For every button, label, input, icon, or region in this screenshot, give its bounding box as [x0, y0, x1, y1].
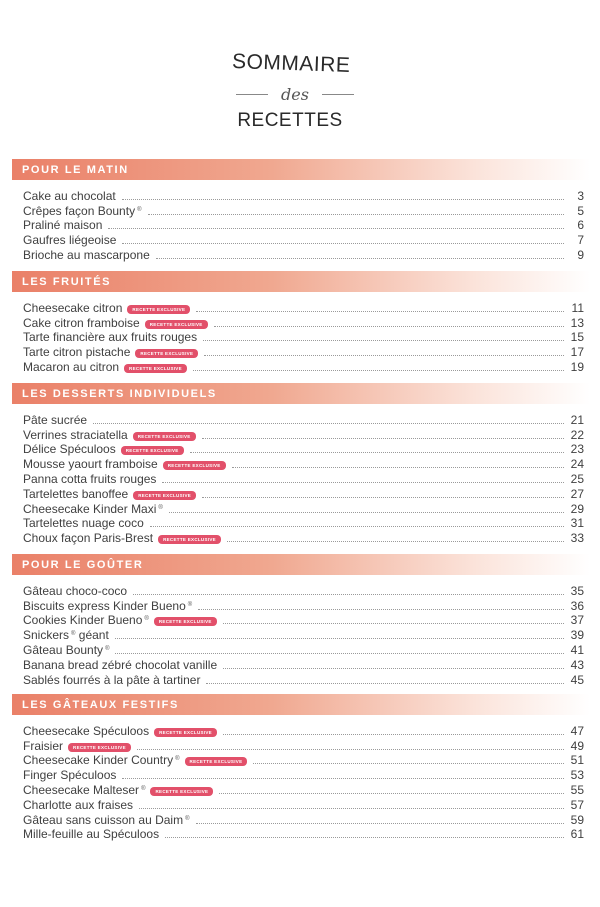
exclusive-recipe-badge: RECETTE EXCLUSIVE: [185, 757, 248, 766]
exclusive-recipe-badge: RECETTE EXCLUSIVE: [154, 617, 217, 626]
exclusive-recipe-badge: RECETTE EXCLUSIVE: [121, 446, 184, 455]
divider-left: [236, 94, 268, 95]
recipe-entry[interactable]: [23, 471, 584, 486]
recipe-entry[interactable]: [23, 188, 584, 203]
page-number: 43: [570, 657, 584, 672]
page-number: 57: [570, 797, 584, 812]
dot-leader: [223, 668, 564, 669]
page-number: 37: [570, 613, 584, 628]
recipe-name: Snickers ® géant: [23, 628, 109, 643]
recipe-name: Délice Spéculoos RECETTE EXCLUSIVE: [23, 442, 184, 456]
dot-leader: [162, 482, 564, 483]
recipe-entry[interactable]: [23, 315, 584, 330]
dot-leader: [156, 258, 564, 259]
exclusive-recipe-badge: RECETTE EXCLUSIVE: [145, 320, 208, 329]
dot-leader: [202, 497, 564, 498]
recipe-entry[interactable]: [23, 344, 584, 359]
page-number: 39: [570, 628, 584, 643]
dot-leader: [122, 199, 564, 200]
page-header: [0, 49, 600, 132]
recipe-entry[interactable]: [23, 767, 584, 782]
recipe-entry[interactable]: [23, 203, 584, 218]
registered-mark: ®: [144, 616, 149, 623]
recipe-name: Gaufres liégeoise: [23, 233, 117, 248]
recipe-name: Gâteau Bounty ®: [23, 642, 110, 657]
exclusive-recipe-badge: RECETTE EXCLUSIVE: [154, 728, 217, 737]
recipe-name: Cake citron framboise RECETTE EXCLUSIVE: [23, 316, 208, 330]
recipe-name: Banana bread zébré chocolat vanille: [23, 657, 218, 672]
dot-leader: [223, 623, 564, 624]
recipe-name: Cheesecake Kinder Maxi ®: [23, 501, 163, 516]
dot-leader: [202, 438, 564, 439]
dot-leader: [93, 423, 564, 424]
exclusive-recipe-badge: RECETTE EXCLUSIVE: [135, 349, 198, 358]
exclusive-recipe-badge: RECETTE EXCLUSIVE: [133, 491, 196, 500]
dot-leader: [219, 793, 564, 794]
dot-leader: [196, 823, 564, 824]
recipe-entry[interactable]: [23, 442, 584, 457]
page-number: 23: [570, 442, 584, 457]
section-header: [12, 554, 590, 575]
page-number: 9: [577, 247, 584, 262]
recipe-entry[interactable]: [23, 827, 584, 842]
recipe-entry[interactable]: [23, 782, 584, 797]
recipe-entry[interactable]: [23, 797, 584, 812]
recipe-name: Cheesecake Kinder Country ® RECETTE EXCLUSIVE: [23, 752, 247, 767]
recipe-entry[interactable]: [23, 657, 584, 672]
recipe-entry[interactable]: [23, 359, 584, 374]
toc-section: [0, 554, 600, 687]
recipe-name: Cheesecake citron RECETTE EXCLUSIVE: [23, 301, 190, 315]
recipe-entry[interactable]: [23, 330, 584, 345]
section-title: POUR LE MATIN: [22, 163, 129, 176]
registered-mark: ®: [158, 504, 163, 511]
page-number: 5: [577, 203, 584, 218]
section-title: POUR LE GOÛTER: [22, 558, 144, 571]
section-header: [12, 694, 590, 715]
dot-leader: [122, 243, 564, 244]
exclusive-recipe-badge: RECETTE EXCLUSIVE: [127, 305, 190, 314]
recipe-entry[interactable]: [23, 613, 584, 628]
section-header: [12, 383, 590, 404]
dot-leader: [196, 311, 564, 312]
dot-leader: [203, 340, 564, 341]
page-number: 53: [570, 768, 584, 783]
recipe-name: Mille-feuille au Spéculoos: [23, 827, 160, 842]
recipe-entry[interactable]: [23, 812, 584, 827]
registered-mark: ®: [175, 756, 180, 763]
dot-leader: [148, 214, 565, 215]
recipe-list: [0, 412, 600, 545]
recipe-name: Tarte citron pistache RECETTE EXCLUSIVE: [23, 345, 198, 359]
page-number: 61: [570, 827, 584, 842]
page-number: 35: [570, 583, 584, 598]
recipe-name: Gâteau sans cuisson au Daim ®: [23, 812, 190, 827]
dot-leader: [190, 452, 564, 453]
recipe-entry[interactable]: [23, 530, 584, 545]
page-number: 29: [570, 501, 584, 516]
recipe-list: [0, 188, 600, 262]
page-number: 21: [570, 412, 584, 427]
recipe-name: Gâteau choco-coco: [23, 583, 128, 598]
dot-leader: [169, 512, 564, 513]
recipe-entry[interactable]: [23, 501, 584, 516]
registered-mark: ®: [137, 206, 142, 213]
page-number: 55: [570, 782, 584, 797]
recipe-name: Brioche au mascarpone: [23, 247, 150, 262]
exclusive-recipe-badge: RECETTE EXCLUSIVE: [158, 535, 221, 544]
toc-section: [0, 383, 600, 545]
section-title: LES GÂTEAUX FESTIFS: [22, 698, 179, 711]
recipe-entry[interactable]: [23, 723, 584, 738]
dot-leader: [198, 609, 564, 610]
recipe-list: [0, 583, 600, 687]
recipe-entry[interactable]: [23, 642, 584, 657]
recipe-entry[interactable]: [23, 232, 584, 247]
recipe-name: Charlotte aux fraises: [23, 797, 134, 812]
exclusive-recipe-badge: RECETTE EXCLUSIVE: [133, 432, 196, 441]
recipe-entry[interactable]: [23, 753, 584, 768]
recipe-list: [0, 723, 600, 841]
recipe-name: Sablés fourrés à la pâte à tartiner: [23, 672, 201, 687]
page-number: 22: [570, 427, 584, 442]
page-number: 36: [570, 598, 584, 613]
registered-mark: ®: [141, 785, 146, 792]
page-number: 3: [577, 188, 584, 203]
dot-leader: [133, 594, 564, 595]
page-number: 49: [570, 738, 584, 753]
recipe-name: Crêpes façon Bounty ®: [23, 203, 142, 218]
exclusive-recipe-badge: RECETTE EXCLUSIVE: [124, 364, 187, 373]
dot-leader: [227, 541, 564, 542]
exclusive-recipe-badge: RECETTE EXCLUSIVE: [163, 461, 226, 470]
page-number: 11: [571, 300, 584, 315]
registered-mark: ®: [71, 631, 76, 638]
dot-leader: [150, 526, 564, 527]
section-title: LES DESSERTS INDIVIDUELS: [22, 387, 217, 400]
dot-leader: [232, 467, 564, 468]
title-des-row: [0, 85, 600, 104]
recipe-entry[interactable]: [23, 456, 584, 471]
exclusive-recipe-badge: RECETTE EXCLUSIVE: [68, 743, 131, 752]
recipe-name: Tarte financière aux fruits rouges: [23, 330, 198, 345]
toc-section: [0, 159, 600, 262]
recipe-name: Choux façon Paris-Brest RECETTE EXCLUSIVE: [23, 531, 221, 545]
dot-leader: [193, 370, 564, 371]
page-number: 31: [570, 516, 584, 531]
recipe-name: Biscuits express Kinder Bueno ®: [23, 598, 193, 613]
recipe-name: Tartelettes nuage coco: [23, 516, 144, 531]
page-number: 7: [577, 233, 584, 248]
recipe-name: Verrines straciatella RECETTE EXCLUSIVE: [23, 428, 196, 442]
recipe-name: Macaron au citron RECETTE EXCLUSIVE: [23, 360, 187, 374]
page-number: 6: [577, 218, 584, 233]
recipe-entry[interactable]: [23, 300, 584, 315]
page-number: 17: [570, 345, 584, 360]
recipe-entry[interactable]: [23, 412, 584, 427]
recipe-name: Pâte sucrée: [23, 412, 88, 427]
title-sommaire: SOMMAIRE: [231, 49, 351, 78]
divider-right: [322, 94, 354, 95]
recipe-name: Fraisier RECETTE EXCLUSIVE: [23, 739, 131, 753]
dot-leader: [223, 734, 564, 735]
page-number: 45: [570, 672, 584, 687]
recipe-name: Praliné maison: [23, 218, 103, 233]
exclusive-recipe-badge: RECETTE EXCLUSIVE: [150, 787, 213, 796]
dot-leader: [115, 638, 564, 639]
registered-mark: ®: [105, 645, 110, 652]
title-recettes: RECETTES: [237, 110, 343, 131]
title-des: des: [281, 85, 309, 104]
recipe-entry[interactable]: [23, 738, 584, 753]
recipe-name: Cake au chocolat: [23, 188, 116, 203]
page-number: 15: [570, 330, 584, 345]
recipe-entry[interactable]: [23, 598, 584, 613]
recipe-entry[interactable]: [23, 672, 584, 687]
recipe-entry[interactable]: [23, 247, 584, 262]
dot-leader: [206, 683, 564, 684]
page-number: 19: [570, 359, 584, 374]
dot-leader: [214, 326, 564, 327]
page-number: 41: [570, 642, 584, 657]
recipe-name: Mousse yaourt framboise RECETTE EXCLUSIVE: [23, 457, 226, 471]
dot-leader: [108, 228, 564, 229]
page-number: 59: [570, 812, 584, 827]
recipe-name: Tartelettes banoffee RECETTE EXCLUSIVE: [23, 487, 196, 501]
dot-leader: [204, 355, 564, 356]
dot-leader: [253, 763, 564, 764]
page-number: 27: [570, 486, 584, 501]
page-number: 47: [570, 723, 584, 738]
section-title: LES FRUITÉS: [22, 275, 112, 288]
recipe-name: Panna cotta fruits rouges: [23, 471, 157, 486]
page-number: 13: [570, 315, 584, 330]
recipe-entry[interactable]: [23, 218, 584, 233]
toc-section: [0, 694, 600, 841]
recipe-entry[interactable]: [23, 583, 584, 598]
recipe-name: Cheesecake Malteser ® RECETTE EXCLUSIVE: [23, 782, 213, 797]
recipe-name: Cheesecake Spéculoos RECETTE EXCLUSIVE: [23, 724, 217, 738]
page-number: 33: [570, 531, 584, 546]
recipe-entry[interactable]: [23, 516, 584, 531]
recipe-entry[interactable]: [23, 486, 584, 501]
dot-leader: [165, 837, 564, 838]
dot-leader: [139, 808, 564, 809]
page-number: 25: [570, 471, 584, 486]
page-number: 24: [570, 457, 584, 472]
section-header: [12, 271, 590, 292]
toc-section: [0, 271, 600, 374]
dot-leader: [122, 778, 564, 779]
recipe-list: [0, 300, 600, 374]
registered-mark: ®: [185, 815, 190, 822]
dot-leader: [137, 749, 564, 750]
recipe-entry[interactable]: [23, 627, 584, 642]
dot-leader: [115, 653, 564, 654]
section-header: [12, 159, 590, 180]
recipe-name: Finger Spéculoos: [23, 768, 117, 783]
recipe-name: Cookies Kinder Bueno ® RECETTE EXCLUSIVE: [23, 612, 217, 627]
registered-mark: ®: [187, 601, 193, 608]
recipe-entry[interactable]: [23, 427, 584, 442]
page-number: 51: [570, 753, 584, 768]
